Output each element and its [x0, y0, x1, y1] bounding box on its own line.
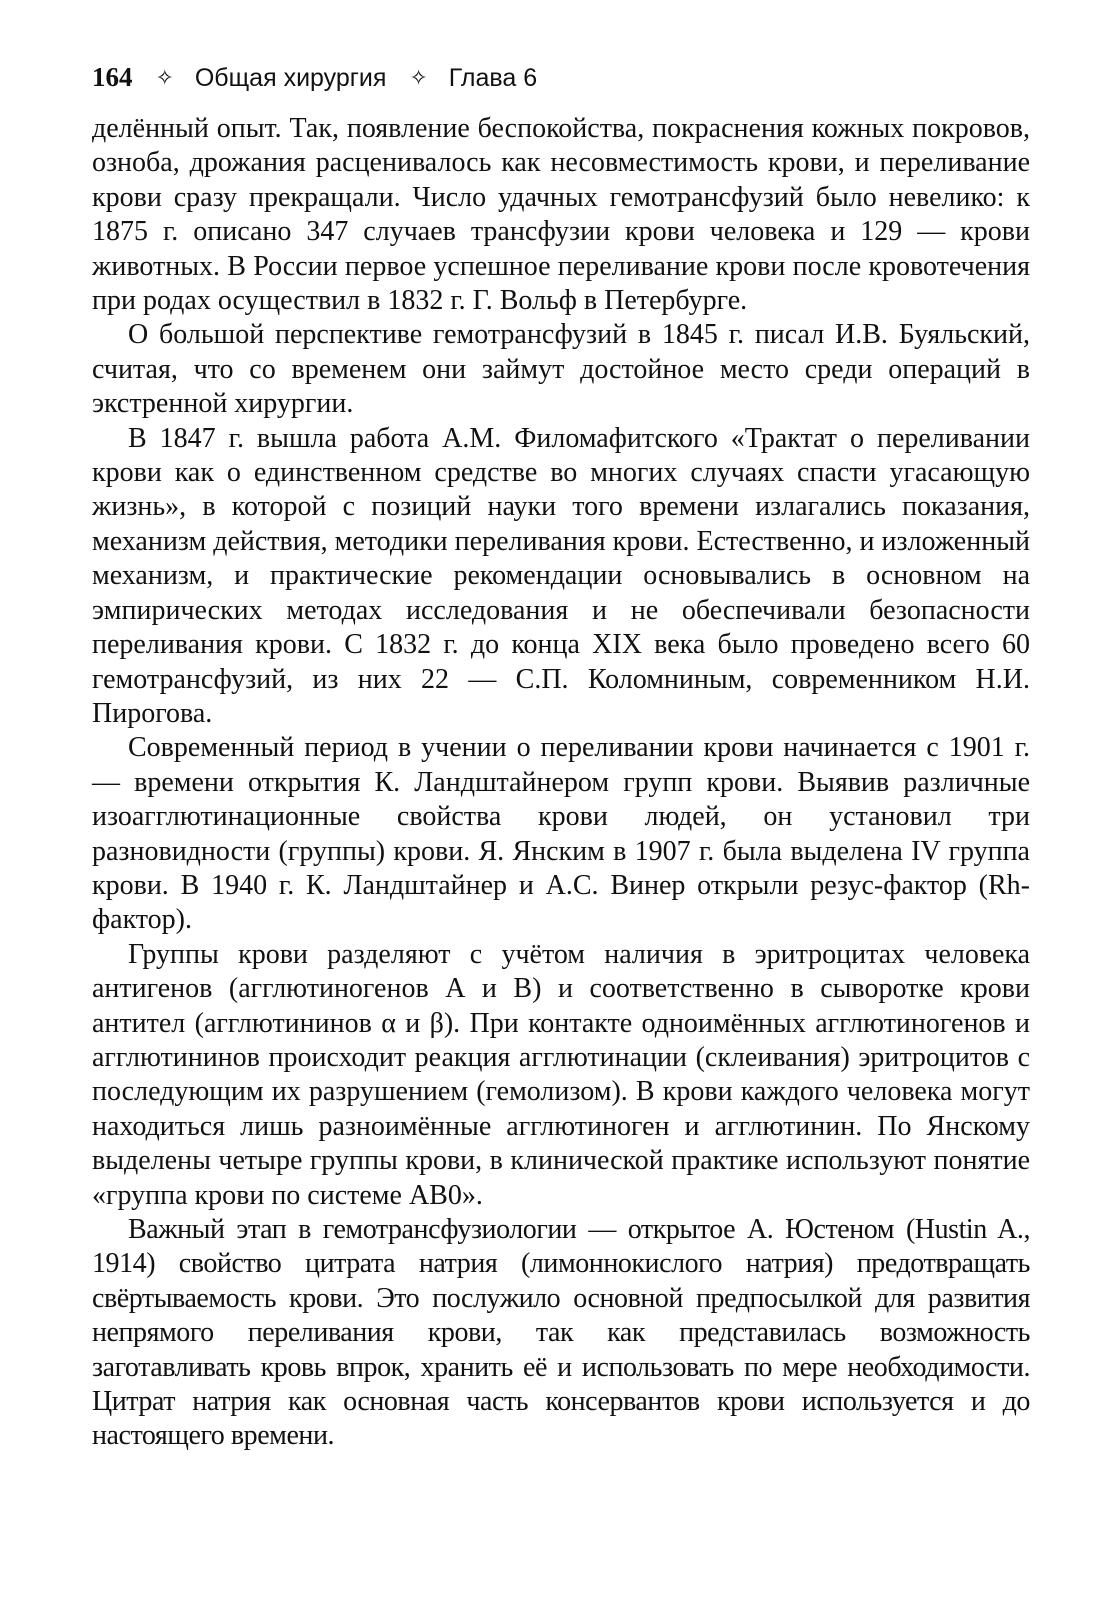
- paragraph: Группы крови разделяют с учётом наличия в эритроцитах человека антигенов (агглютиногенов А и В) и соответственно в сыворотке крови антител (агглютининов α и β). При контакте одноимённых агглютиногенов и агглютининов происходит реакция агглютинации (склеивания) эритроцитов с последующим их разрушением (гемолизом). В крови каждого человека могут находиться лишь разноимённые агглютиноген и агглютинин. По Янскому выделены четыре группы крови, в клинической практике используют понятие «группа крови по системе АВ0».: [92, 938, 1030, 1211]
- paragraph: Важный этап в гемотрансфузиологии — открытое А. Юстеном (Hustin A., 1914) свойство цитрата натрия (лимоннокислого натрия) предотвращать свёртываемость крови. Это послужило основной предпосылкой для развития непрямого переливания крови, так как представилась возможность заготавливать кровь впрок, хранить её и использовать по мере необходимости. Цитрат натрия как основная часть консервантов крови используется и до настоящего времени.: [92, 1214, 1030, 1452]
- diamond-separator-icon: ✧: [409, 65, 428, 90]
- running-head: [92, 62, 1030, 92]
- page-number: 164: [92, 62, 133, 92]
- book-page: [92, 62, 1030, 1454]
- paragraph: В 1847 г. вышла работа А.М. Филомафитского «Трактат о переливании крови как о единственном средстве во многих случаях спасти угасающую жизнь», в которой с позиций науки того времени излагались показания, механизм действия, методики переливания крови. Естественно, и изложенный механизм, и практические рекомендации основывались в основном на эмпирических методах исследования и не обеспечивали безопасности переливания крови. С 1832 г. до конца XIX века было проведено всего 60 гемотрансфузий, из них 22 — С.П. Коломниным, современником Н.И. Пирогова.: [92, 422, 1030, 729]
- chapter-label: Глава 6: [448, 64, 538, 92]
- diamond-separator-icon: ✧: [155, 65, 174, 90]
- body-text: [92, 112, 1030, 1454]
- paragraph: Современный период в учении о переливании крови начинается с 1901 г. — времени открытия К. Ландштайнером групп крови. Выявив различные изоагглютинационные свойства крови людей, он установил три разновидности (группы) крови. Я. Янским в 1907 г. была выделена IV группа крови. В 1940 г. К. Ландштайнер и А.С. Винер открыли резус-фактор (Rh-фактор).: [92, 732, 1030, 936]
- paragraph: О большой перспективе гемотрансфузий в 1845 г. писал И.В. Буяльский, считая, что со временем они займут достойное место среди операций в экстренной хирургии.: [92, 319, 1030, 420]
- paragraph: делённый опыт. Так, появление беспокойства, покраснения кожных покровов, озноба, дрожания расценивалось как несовместимость крови, и переливание крови сразу прекращали. Число удачных гемотрансфузий было невелико: к 1875 г. описано 347 случаев трансфузии крови человека и 129 — крови животных. В России первое успешное переливание крови после кровотечения при родах осуществил в 1832 г. Г. Вольф в Петербурге.: [92, 113, 1030, 317]
- book-title: Общая хирургия: [194, 64, 387, 92]
